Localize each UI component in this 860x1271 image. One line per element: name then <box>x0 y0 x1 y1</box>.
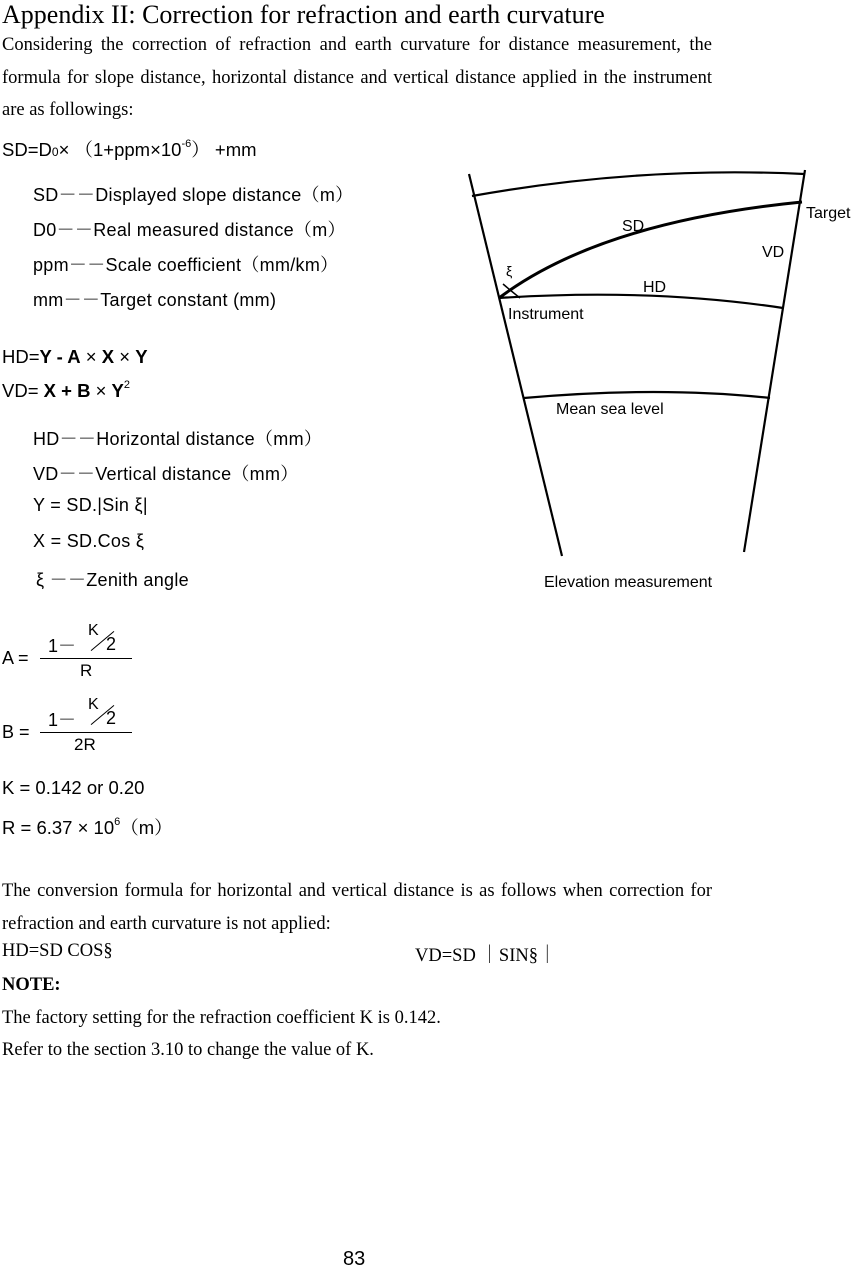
sd-formula: $SD=D0\times (1+ppm\times 10^{-6}) +mm$ <box>2 138 257 160</box>
def-zenith: ξ －－Zenith angle <box>36 570 189 590</box>
label-msl: Mean sea level <box>556 401 664 418</box>
label-instrument: Instrument <box>508 306 584 323</box>
page-title: Appendix II: Correction for refraction and earth curvature <box>2 0 605 29</box>
hd-formula: HD=Y - A × X × Y <box>2 346 148 367</box>
def-d0: D0－－Real measured distance（m） <box>33 220 346 240</box>
note-label: NOTE: <box>2 975 61 995</box>
vd-simple-formula: VD=SD ｜SIN§｜ <box>415 946 557 966</box>
label-hd: HD <box>643 279 667 296</box>
note-line-2: Refer to the section 3.10 to change the value of K. <box>2 1040 374 1060</box>
a-label: A = <box>2 648 29 668</box>
r-value: $R = 6.37 \times 10^6(m)$ <box>2 816 173 838</box>
top-arc <box>472 172 804 196</box>
page-number: 83 <box>343 1248 366 1270</box>
hd-simple-formula: HD=SD COS§ <box>2 941 113 961</box>
right-radial-line <box>744 170 805 552</box>
label-sd: SD <box>622 218 645 235</box>
label-vd: VD <box>762 244 785 261</box>
def-x: X = SD.Cos ξ <box>33 531 145 551</box>
b-label: B = <box>2 722 30 742</box>
a-fraction: 1－ K 2 R <box>40 620 135 680</box>
label-target: Target <box>806 205 851 222</box>
def-ppm: ppm－－Scale coefficient（mm/km） <box>33 255 339 275</box>
def-hd: HD－－Horizontal distance（mm） <box>33 429 323 449</box>
vd-formula: $VD= X + B \times Y^2$ <box>2 379 131 401</box>
label-xi: ξ <box>506 263 513 279</box>
def-vd: VD－－Vertical distance（mm） <box>33 464 299 484</box>
k-value: K = 0.142 or 0.20 <box>2 777 145 798</box>
def-mm: mm－－Target constant (mm) <box>33 290 277 310</box>
elevation-diagram <box>0 0 860 600</box>
fraction-bar <box>40 732 132 733</box>
def-y: Y = SD.|Sin ξ| <box>33 495 148 515</box>
def-sd: SD－－Displayed slope distance（m） <box>33 185 354 205</box>
b-fraction: 1－ K 2 2R <box>40 694 135 754</box>
conversion-paragraph: The conversion formula for horizontal and vertical distance is as follows when correction for refraction and earth curvature is not applied: <box>2 881 712 934</box>
note-line-1: The factory setting for the refraction coefficient K is 0.142. <box>2 1008 441 1028</box>
fraction-bar <box>40 658 132 659</box>
msl-arc <box>524 392 770 398</box>
intro-paragraph: Considering the correction of refraction and earth curvature for distance measurement, the formula for slope distance, horizontal distance and vertical distance applied in the instrument are as followings: <box>2 35 712 120</box>
left-radial-line <box>469 174 562 556</box>
diagram-caption: Elevation measurement <box>544 574 713 591</box>
